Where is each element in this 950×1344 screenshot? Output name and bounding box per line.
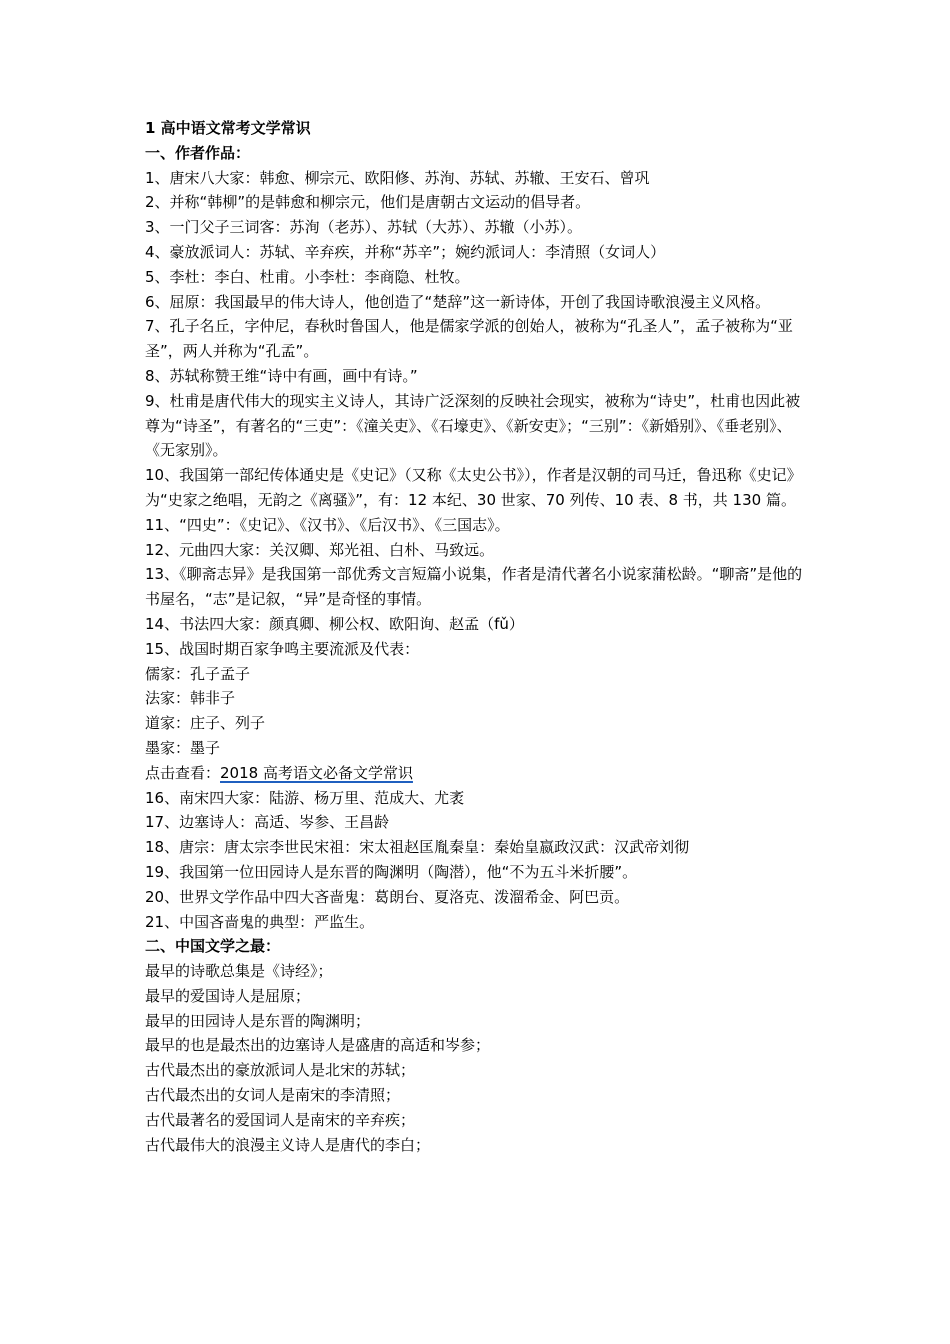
list-item: 古代最杰出的女词人是南宋的李清照； [145,1086,401,1105]
list-item: 古代最伟大的浪漫主义诗人是唐代的李白； [145,1135,431,1154]
section-heading-firsts: 二、中国文学之最： [145,937,281,956]
list-item: 14、书法四大家：颜真卿、柳公权、欧阳询、赵孟（fǔ） [145,614,524,633]
list-item: 4、豪放派词人：苏轼、辛弃疾，并称“苏辛”；婉约派词人：李清照（女词人） [145,242,666,261]
list-item: 最早的爱国诗人是屈原； [145,986,311,1005]
list-item: 15、战国时期百家争鸣主要流派及代表： [145,639,420,658]
list-item: 最早的也是最杰出的边塞诗人是盛唐的高适和岑参； [145,1036,491,1055]
list-item: 1、唐宋八大家：韩愈、柳宗元、欧阳修、苏洵、苏轼、苏辙、王安石、曾巩 [145,168,650,187]
list-item: 儒家：孔子孟子 [145,664,251,683]
list-item: 16、南宋四大家：陆游、杨万里、范成大、尤袤 [145,788,465,807]
list-item: 5、李杜：李白、杜甫。小李杜：李商隐、杜牧。 [145,267,470,286]
list-item: 古代最著名的爱国词人是南宋的辛弃疾； [145,1110,416,1129]
list-item: 6、屈原：我国最早的伟大诗人，他创造了“楚辞”这一新诗体，开创了我国诗歌浪漫主义风格。 [145,292,771,311]
list-item: 12、元曲四大家：关汉卿、郑光祖、白朴、马致远。 [145,540,495,559]
list-item: 最早的诗歌总集是《诗经》； [145,962,333,981]
list-item: 10、我国第一部纪传体通史是《史记》（又称《太史公书》），作者是汉朝的司马迁，鲁迅称《史记》为“史家之绝唱，无韵之《离骚》”，有：12 本纪、30 世家、70 列传、10 表、8 书，共 130 篇。 [145,466,802,509]
list-item: 21、中国吝啬鬼的典型：严监生。 [145,912,375,931]
list-item: 20、世界文学作品中四大吝啬鬼：葛朗台、夏洛克、泼溜希金、阿巴贡。 [145,887,630,906]
list-item: 13、《聊斋志异》是我国第一部优秀文言短篇小说集，作者是清代著名小说家蒲松龄。“聊斋”是他的书屋名，“志”是记叙，“异”是奇怪的事情。 [145,565,803,609]
list-item: 8、苏轼称赞王维“诗中有画，画中有诗。” [145,366,418,385]
link-prefix: 点击查看： [145,763,221,782]
list-item: 7、孔子名丘，字仲尼，春秋时鲁国人，他是儒家学派的创始人，被称为“孔圣人”，孟子被称为“亚圣”，两人并称为“孔孟”。 [145,317,793,361]
literature-knowledge-link[interactable]: 2018 高考语文必备文学常识 [220,763,413,782]
document-title: 1 高中语文常考文学常识 [145,119,311,137]
list-item: 2、并称“韩柳”的是韩愈和柳宗元，他们是唐朝古文运动的倡导者。 [145,193,591,212]
list-item: 古代最杰出的豪放派词人是北宋的苏轼； [145,1061,416,1080]
list-item: 道家：庄子、列子 [145,714,266,733]
list-item: 3、一门父子三词客：苏洵（老苏）、苏轼（大苏）、苏辙（小苏）。 [145,218,583,237]
list-item: 墨家：墨子 [145,738,221,757]
list-item: 最早的田园诗人是东晋的陶渊明； [145,1011,371,1030]
list-item: 11、“四史”：《史记》、《汉书》、《后汉书》、《三国志》。 [145,515,510,534]
list-item: 法家：韩非子 [145,689,236,708]
list-item: 17、边塞诗人：高适、岑参、王昌龄 [145,813,390,832]
document-body [145,116,813,1157]
list-item: 19、我国第一位田园诗人是东晋的陶渊明（陶潜），他“不为五斗米折腰”。 [145,862,638,881]
list-item: 9、杜甫是唐代伟大的现实主义诗人，其诗广泛深刻的反映社会现实，被称为“诗史”，杜甫也因此被尊为“诗圣”，有著名的“三吏”：《潼关吏》、《石壕吏》、《新安吏》；“三别”：《新婚别》、《垂老别》、《无家别》。 [145,391,801,460]
list-item: 18、唐宗：唐太宗李世民宋祖：宋太祖赵匡胤秦皇：秦始皇嬴政汉武：汉武帝刘彻 [145,838,690,857]
section-heading-authors: 一、作者作品： [145,143,251,162]
link-line [145,761,813,786]
